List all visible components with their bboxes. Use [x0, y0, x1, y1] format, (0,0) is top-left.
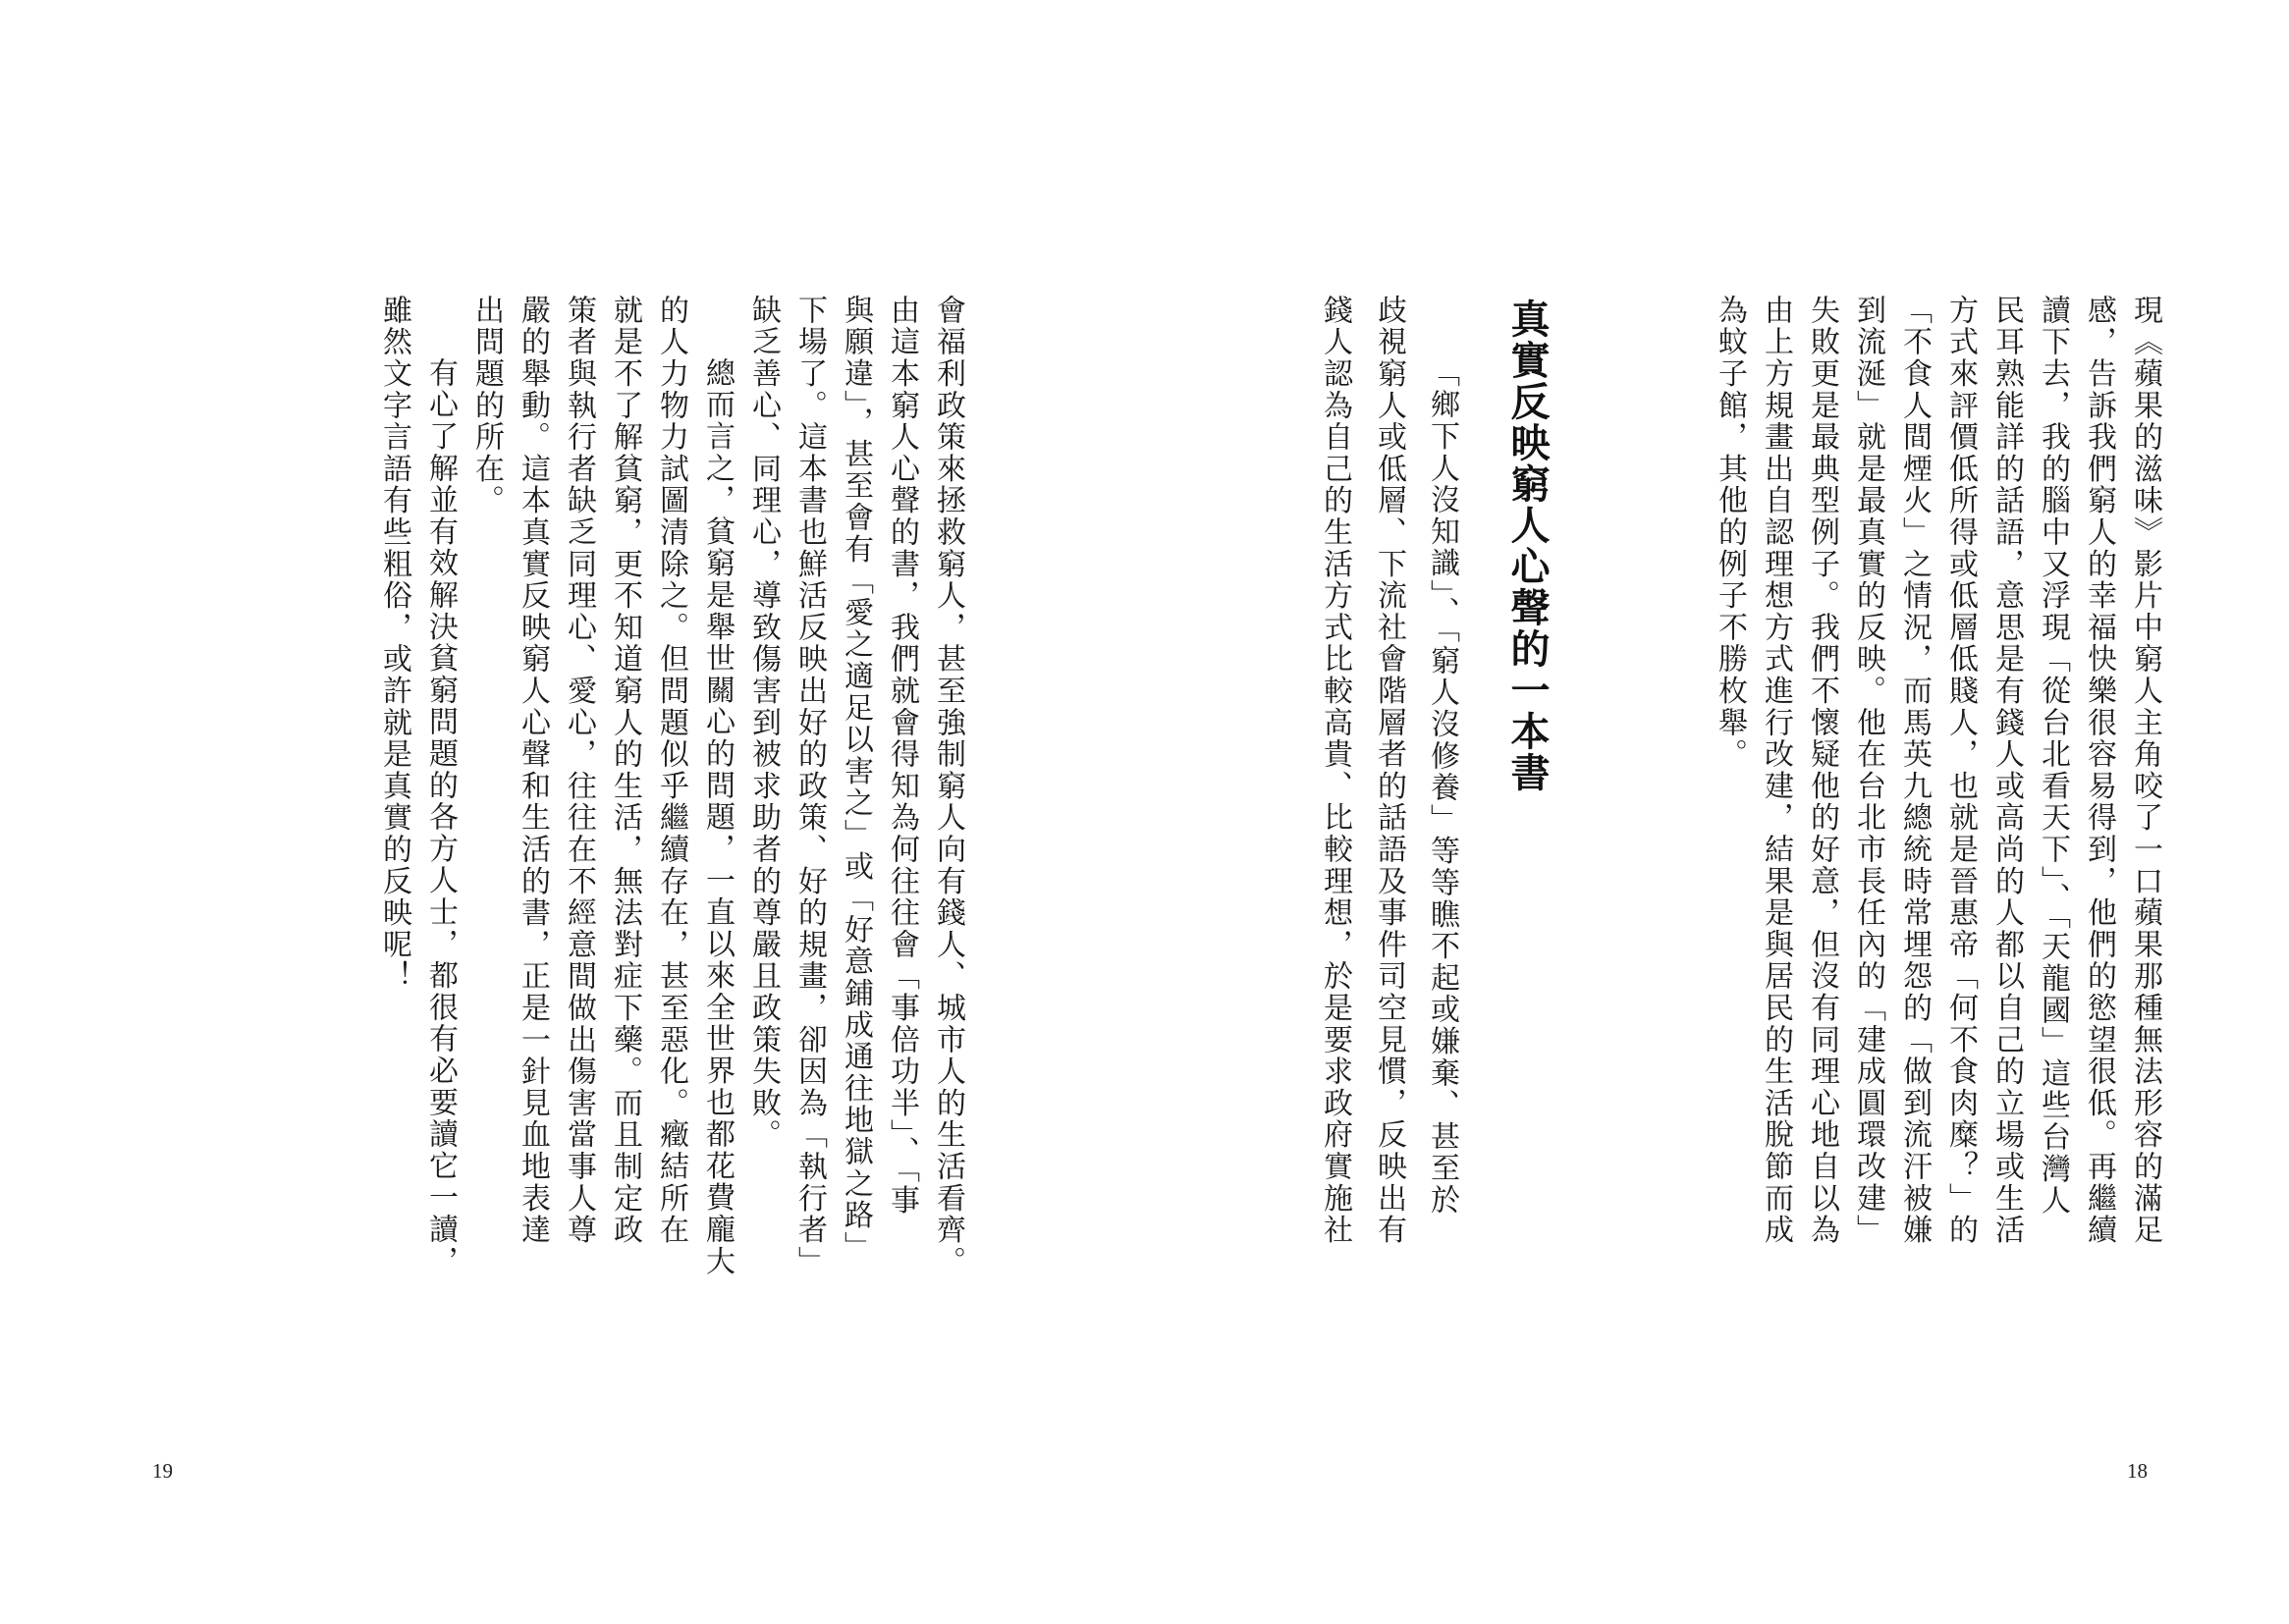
left-page: [0, 0, 1144, 1624]
text-column: 由這本窮人心聲的書，我們就會得知為何往往會「事倍功半」、「事: [885, 295, 919, 1217]
text-column: 缺乏善心、同理心，導致傷害到被求助者的尊嚴且政策失敗。: [746, 295, 781, 1152]
text-column: 「不食人間煙火」之情況，而馬英九總統時常埋怨的「做到流汗被嫌: [1897, 295, 1932, 1246]
page-number: 19: [152, 1459, 173, 1483]
text-column: 策者與執行者缺乏同理心、愛心，往往在不經意間做出傷害當事人尊: [562, 295, 596, 1246]
right-page: [1145, 0, 2289, 1624]
text-column: 的人力物力試圖清除之。但問題似乎繼續存在，甚至惡化。癥結所在: [654, 295, 688, 1246]
text-column: 就是不了解貧窮，更不知道窮人的生活，無法對症下藥。而且制定政: [608, 295, 642, 1246]
text-column: 「鄉下人沒知識」、「窮人沒修養」等等瞧不起或嫌棄、甚至於: [1425, 357, 1459, 1217]
text-column: 由上方規畫出自認理想方式進行改建，結果是與居民的生活脫節而成: [1759, 295, 1793, 1246]
text-column: 讀下去，我的腦中又浮現「從台北看天下」、「天龍國」這些台灣人: [2036, 295, 2070, 1217]
section-heading: 真實反映窮人心聲的一本書: [1504, 298, 1551, 793]
text-column: 為蚊子館，其他的例子不勝枚舉。: [1713, 295, 1747, 771]
text-column: 出問題的所在。: [469, 295, 504, 517]
page-number: 18: [2127, 1459, 2148, 1483]
text-column: 失敗更是最典型例子。我們不懷疑他的好意，但沒有同理心地自以為: [1805, 295, 1839, 1246]
text-column: 方式來評價低所得或低層低賤人，也就是晉惠帝「何不食肉糜？」的: [1943, 295, 1978, 1246]
text-column: 歧視窮人或低層、下流社會階層者的話語及事件司空見慣，反映出有: [1372, 295, 1406, 1246]
text-column: 總而言之，貧窮是舉世關心的問題，一直以來全世界也都花費龐大: [700, 357, 735, 1277]
text-column: 與願違」，甚至會有「愛之適足以害之」或「好意鋪成通往地獄之路」: [839, 295, 873, 1264]
text-column: 下場了。這本書也鮮活反映出好的政策、好的規畫，卻因為「執行者」: [792, 295, 827, 1278]
text-column: 感，告訴我們窮人的幸福快樂很容易得到，他們的慾望很低。再繼續: [2082, 295, 2116, 1246]
text-column: 有心了解並有效解決貧窮問題的各方人士，都很有必要讀它一讀，: [423, 357, 458, 1277]
text-column: 現《蘋果的滋味》影片中窮人主角咬了一口蘋果那種無法形容的滿足: [2128, 295, 2162, 1246]
text-column: 到流涎」就是最真實的反映。他在台北市長任內的「建成圓環改建」: [1851, 295, 1885, 1246]
text-column: 雖然文字言語有些粗俗，或許就是真實的反映呢！: [377, 295, 411, 993]
text-column: 錢人認為自己的生活方式比較高貴、比較理想，於是要求政府實施社: [1318, 295, 1352, 1246]
text-column: 會福利政策來拯救窮人，甚至強制窮人向有錢人、城市人的生活看齊。: [931, 295, 965, 1278]
text-column: 嚴的舉動。這本真實反映窮人心聲和生活的書，正是一針見血地表達: [516, 295, 550, 1246]
text-column: 民耳熟能詳的話語，意思是有錢人或高尚的人都以自己的立場或生活: [1989, 295, 2024, 1246]
